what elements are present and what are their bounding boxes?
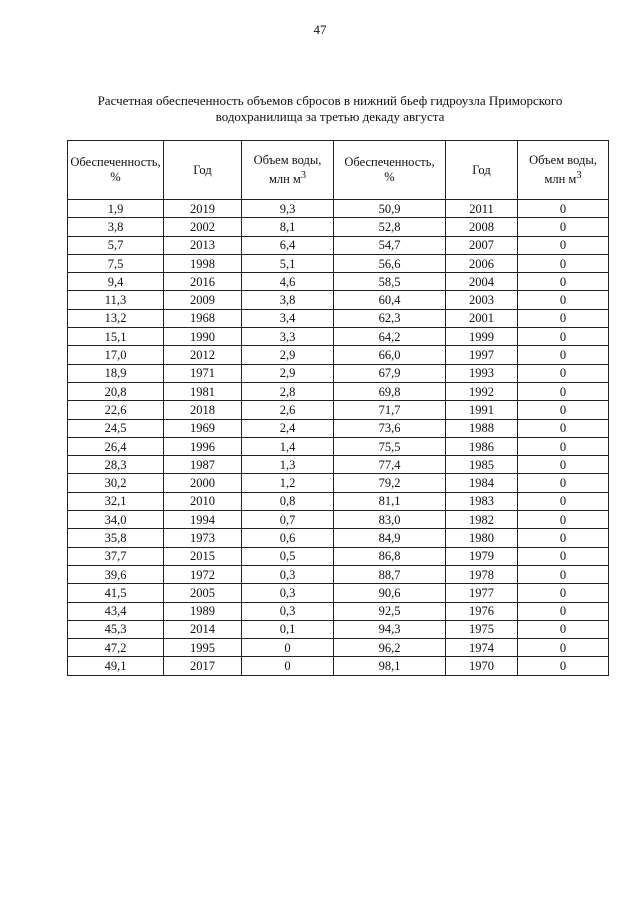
security-table — [67, 140, 609, 676]
cell-year-left: 1968 — [164, 309, 242, 327]
header-security-left-label: Обеспеченность, — [70, 155, 161, 169]
cell-security-right: 66,0 — [334, 346, 446, 364]
table-header-row — [68, 141, 609, 200]
cell-year-right: 1979 — [446, 547, 518, 565]
table-row — [68, 456, 609, 474]
cell-security-right: 71,7 — [334, 401, 446, 419]
cell-volume-right: 0 — [518, 236, 609, 254]
cell-security-left: 18,9 — [68, 364, 164, 382]
cell-volume-right: 0 — [518, 382, 609, 400]
cell-volume-left: 0,7 — [242, 511, 334, 529]
table-row — [68, 200, 609, 218]
cell-year-left: 1981 — [164, 382, 242, 400]
cell-volume-right: 0 — [518, 309, 609, 327]
table-row — [68, 584, 609, 602]
table-row — [68, 364, 609, 382]
table-row — [68, 437, 609, 455]
cell-security-left: 28,3 — [68, 456, 164, 474]
cell-year-right: 2008 — [446, 218, 518, 236]
cell-year-left: 1973 — [164, 529, 242, 547]
cell-security-right: 88,7 — [334, 565, 446, 583]
cell-year-right: 1985 — [446, 456, 518, 474]
cell-year-right: 1988 — [446, 419, 518, 437]
table-body — [68, 200, 609, 676]
cell-volume-right: 0 — [518, 565, 609, 583]
cell-security-right: 94,3 — [334, 620, 446, 638]
cell-volume-left: 2,8 — [242, 382, 334, 400]
header-volume-left-exp: 3 — [300, 169, 307, 181]
cell-year-left: 1990 — [164, 328, 242, 346]
cell-year-right: 1975 — [446, 620, 518, 638]
header-volume-right — [518, 141, 609, 200]
cell-volume-left: 0,8 — [242, 492, 334, 510]
header-year-left: Год — [164, 141, 242, 200]
header-security-right-unit: % — [384, 170, 395, 184]
table-row — [68, 474, 609, 492]
cell-security-left: 34,0 — [68, 511, 164, 529]
table-row — [68, 254, 609, 272]
cell-year-right: 1986 — [446, 437, 518, 455]
cell-volume-right: 0 — [518, 346, 609, 364]
cell-volume-right: 0 — [518, 657, 609, 675]
header-security-left-unit: % — [110, 170, 121, 184]
cell-year-right: 2006 — [446, 254, 518, 272]
cell-year-right: 2011 — [446, 200, 518, 218]
cell-security-left: 30,2 — [68, 474, 164, 492]
title-line-2: водохранилища за третью декаду августа — [215, 109, 445, 124]
table-row — [68, 328, 609, 346]
cell-year-left: 2000 — [164, 474, 242, 492]
cell-year-right: 1970 — [446, 657, 518, 675]
cell-security-right: 50,9 — [334, 200, 446, 218]
table-row — [68, 419, 609, 437]
cell-volume-left: 1,3 — [242, 456, 334, 474]
table-row — [68, 511, 609, 529]
table-row — [68, 565, 609, 583]
cell-year-left: 1989 — [164, 602, 242, 620]
cell-security-left: 11,3 — [68, 291, 164, 309]
cell-year-right: 1992 — [446, 382, 518, 400]
table-row — [68, 657, 609, 675]
cell-year-right: 1983 — [446, 492, 518, 510]
cell-year-left: 1998 — [164, 254, 242, 272]
cell-year-left: 2013 — [164, 236, 242, 254]
cell-volume-left: 4,6 — [242, 273, 334, 291]
cell-volume-right: 0 — [518, 401, 609, 419]
cell-volume-right: 0 — [518, 419, 609, 437]
cell-security-left: 13,2 — [68, 309, 164, 327]
document-title — [60, 93, 600, 125]
cell-year-left: 2018 — [164, 401, 242, 419]
header-security-right — [334, 141, 446, 200]
cell-volume-right: 0 — [518, 254, 609, 272]
cell-security-left: 26,4 — [68, 437, 164, 455]
cell-security-left: 39,6 — [68, 565, 164, 583]
cell-year-left: 2012 — [164, 346, 242, 364]
cell-volume-right: 0 — [518, 602, 609, 620]
cell-year-right: 1980 — [446, 529, 518, 547]
cell-volume-right: 0 — [518, 200, 609, 218]
cell-year-left: 1995 — [164, 639, 242, 657]
cell-volume-right: 0 — [518, 273, 609, 291]
cell-year-left: 1972 — [164, 565, 242, 583]
cell-security-right: 90,6 — [334, 584, 446, 602]
cell-volume-left: 2,6 — [242, 401, 334, 419]
cell-volume-right: 0 — [518, 364, 609, 382]
cell-security-left: 45,3 — [68, 620, 164, 638]
header-volume-left-label: Объем воды, — [253, 152, 322, 167]
header-security-left — [68, 141, 164, 200]
cell-volume-right: 0 — [518, 511, 609, 529]
table-row — [68, 529, 609, 547]
cell-volume-left: 6,4 — [242, 236, 334, 254]
cell-security-right: 52,8 — [334, 218, 446, 236]
cell-volume-left: 0 — [242, 639, 334, 657]
table-row — [68, 218, 609, 236]
cell-year-right: 1977 — [446, 584, 518, 602]
header-security-right-label: Обеспеченность, — [344, 155, 435, 169]
cell-volume-right: 0 — [518, 218, 609, 236]
cell-year-left: 1994 — [164, 511, 242, 529]
cell-year-left: 1971 — [164, 364, 242, 382]
cell-security-right: 98,1 — [334, 657, 446, 675]
cell-security-left: 43,4 — [68, 602, 164, 620]
cell-volume-left: 2,9 — [242, 346, 334, 364]
cell-volume-right: 0 — [518, 456, 609, 474]
table-row — [68, 401, 609, 419]
cell-security-right: 58,5 — [334, 273, 446, 291]
cell-security-right: 83,0 — [334, 511, 446, 529]
cell-year-right: 2004 — [446, 273, 518, 291]
cell-year-left: 2019 — [164, 200, 242, 218]
cell-security-right: 79,2 — [334, 474, 446, 492]
cell-year-left: 1987 — [164, 456, 242, 474]
cell-volume-right: 0 — [518, 437, 609, 455]
cell-security-left: 1,9 — [68, 200, 164, 218]
cell-volume-right: 0 — [518, 529, 609, 547]
cell-volume-left: 2,9 — [242, 364, 334, 382]
table-row — [68, 382, 609, 400]
cell-security-left: 22,6 — [68, 401, 164, 419]
cell-volume-left: 0,5 — [242, 547, 334, 565]
cell-year-right: 1984 — [446, 474, 518, 492]
cell-volume-left: 8,1 — [242, 218, 334, 236]
cell-year-right: 1999 — [446, 328, 518, 346]
cell-volume-left: 0,3 — [242, 602, 334, 620]
cell-security-right: 86,8 — [334, 547, 446, 565]
cell-security-left: 7,5 — [68, 254, 164, 272]
cell-volume-left: 0,3 — [242, 565, 334, 583]
cell-security-right: 77,4 — [334, 456, 446, 474]
cell-volume-left: 0 — [242, 657, 334, 675]
cell-security-right: 67,9 — [334, 364, 446, 382]
cell-year-left: 2017 — [164, 657, 242, 675]
cell-volume-right: 0 — [518, 639, 609, 657]
cell-volume-right: 0 — [518, 620, 609, 638]
cell-security-left: 17,0 — [68, 346, 164, 364]
cell-security-left: 41,5 — [68, 584, 164, 602]
cell-year-left: 2010 — [164, 492, 242, 510]
cell-volume-right: 0 — [518, 474, 609, 492]
cell-security-right: 69,8 — [334, 382, 446, 400]
cell-volume-left: 3,4 — [242, 309, 334, 327]
cell-volume-left: 1,4 — [242, 437, 334, 455]
cell-security-left: 3,8 — [68, 218, 164, 236]
cell-year-left: 1996 — [164, 437, 242, 455]
cell-year-right: 1993 — [446, 364, 518, 382]
page-number: 47 — [313, 22, 327, 37]
table-row — [68, 492, 609, 510]
cell-security-right: 75,5 — [334, 437, 446, 455]
table-row — [68, 639, 609, 657]
cell-year-right: 2003 — [446, 291, 518, 309]
cell-security-left: 37,7 — [68, 547, 164, 565]
cell-security-left: 5,7 — [68, 236, 164, 254]
cell-security-right: 81,1 — [334, 492, 446, 510]
cell-security-right: 96,2 — [334, 639, 446, 657]
header-volume-left-unit: млн м — [268, 172, 301, 187]
cell-year-right: 1991 — [446, 401, 518, 419]
cell-volume-right: 0 — [518, 584, 609, 602]
cell-year-right: 1982 — [446, 511, 518, 529]
cell-year-right: 1974 — [446, 639, 518, 657]
cell-security-right: 56,6 — [334, 254, 446, 272]
table-row — [68, 547, 609, 565]
cell-year-left: 2016 — [164, 273, 242, 291]
cell-year-right: 1978 — [446, 565, 518, 583]
cell-year-left: 2014 — [164, 620, 242, 638]
cell-volume-right: 0 — [518, 492, 609, 510]
cell-year-right: 1976 — [446, 602, 518, 620]
header-volume-right-exp: 3 — [576, 169, 582, 181]
cell-volume-left: 0,1 — [242, 620, 334, 638]
title-line-1: Расчетная обеспеченность объемов сбросов в нижний бьеф гидроузла Приморского — [97, 93, 563, 108]
cell-security-right: 60,4 — [334, 291, 446, 309]
cell-security-left: 32,1 — [68, 492, 164, 510]
cell-volume-right: 0 — [518, 291, 609, 309]
table-row — [68, 602, 609, 620]
table-row — [68, 346, 609, 364]
cell-volume-right: 0 — [518, 328, 609, 346]
cell-volume-left: 9,3 — [242, 200, 334, 218]
cell-security-left: 9,4 — [68, 273, 164, 291]
cell-year-left: 1969 — [164, 419, 242, 437]
cell-security-right: 73,6 — [334, 419, 446, 437]
cell-volume-left: 0,6 — [242, 529, 334, 547]
cell-security-right: 54,7 — [334, 236, 446, 254]
cell-security-left: 49,1 — [68, 657, 164, 675]
cell-year-left: 2002 — [164, 218, 242, 236]
cell-year-right: 2007 — [446, 236, 518, 254]
table-row — [68, 236, 609, 254]
cell-year-right: 1997 — [446, 346, 518, 364]
cell-security-left: 47,2 — [68, 639, 164, 657]
header-volume-right-label: Объем воды, — [529, 152, 597, 167]
header-year-right: Год — [446, 141, 518, 200]
table-row — [68, 291, 609, 309]
cell-volume-left: 1,2 — [242, 474, 334, 492]
cell-year-left: 2015 — [164, 547, 242, 565]
cell-volume-left: 5,1 — [242, 254, 334, 272]
cell-security-right: 64,2 — [334, 328, 446, 346]
cell-volume-left: 3,3 — [242, 328, 334, 346]
cell-year-left: 2005 — [164, 584, 242, 602]
cell-volume-left: 2,4 — [242, 419, 334, 437]
cell-security-left: 15,1 — [68, 328, 164, 346]
cell-year-left: 2009 — [164, 291, 242, 309]
cell-volume-right: 0 — [518, 547, 609, 565]
table-row — [68, 273, 609, 291]
cell-year-right: 2001 — [446, 309, 518, 327]
table-row — [68, 620, 609, 638]
header-volume-right-unit: млн м — [544, 172, 577, 187]
table-row — [68, 309, 609, 327]
cell-volume-left: 3,8 — [242, 291, 334, 309]
cell-security-right: 84,9 — [334, 529, 446, 547]
cell-security-right: 62,3 — [334, 309, 446, 327]
cell-security-left: 24,5 — [68, 419, 164, 437]
cell-security-left: 35,8 — [68, 529, 164, 547]
cell-security-right: 92,5 — [334, 602, 446, 620]
cell-security-left: 20,8 — [68, 382, 164, 400]
cell-volume-left: 0,3 — [242, 584, 334, 602]
header-volume-left — [242, 141, 334, 200]
